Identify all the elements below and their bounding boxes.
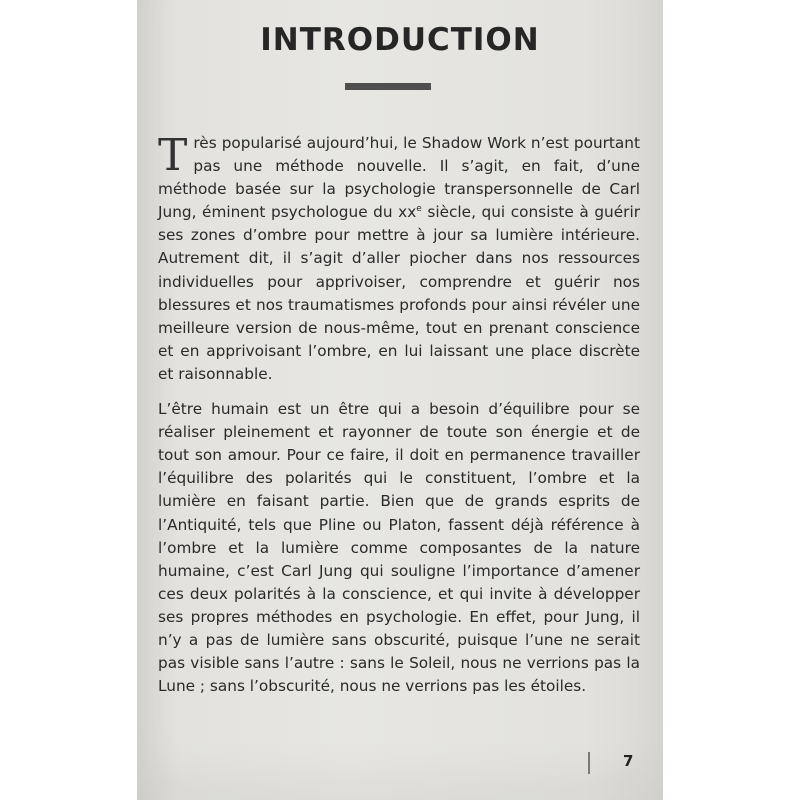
paragraph-1-text-end: siècle, qui consiste à guérir ses zones d’ombre pour mettre à jour sa lumière intérieure. Autrement dit, il s’agit d’aller piocher dans nos ressources individuelles pour apprivoiser, comprendre et guérir nos blessures et nos traumatismes profonds pour ainsi révéler une meilleure version de nous-même, tout en prenant conscience et en apprivoisant l’ombre, en lui laissant une place discrète et raisonnable.	[158, 203, 640, 383]
body-text	[158, 132, 640, 698]
page-title: INTRODUCTION	[260, 22, 540, 58]
paragraph-1-text-start: rès popularisé aujourd’hui, le Shadow Work n’est pourtant pas une méthode nouvelle. Il s’agit, en fait, d’une méthode basée sur la psychologie transpersonnelle de Carl Jung, éminent psychologue du xx	[158, 134, 640, 222]
paragraph-1	[158, 132, 640, 386]
footer-rule	[588, 752, 590, 774]
century-superscript: e	[416, 204, 422, 215]
page-number: 7	[623, 752, 634, 770]
drop-cap: T	[158, 130, 188, 181]
book-page	[137, 0, 663, 800]
title-underline	[345, 83, 431, 90]
paragraph-2: L’être humain est un être qui a besoin d’équilibre pour se réaliser pleinement et rayonner de toute son énergie et de tout son amour. Pour ce faire, il doit en permanence travailler l’équilibre des polarités qui le constituent, l’ombre et la lumière en faisant partie. Bien que de grands esprits de l’Antiquité, tels que Pline ou Platon, fassent déjà référence à l’ombre et la lumière comme composantes de la nature humaine, c’est Carl Jung qui souligne l’importance d’amener ces deux polarités à la conscience, et qui invite à développer ses propres méthodes en psychologie. En effet, pour Jung, il n’y a pas de lumière sans obscurité, puisque l’une ne serait pas visible sans l’autre : sans le Soleil, nous ne verrions pas la Lune ; sans l’obscurité, nous ne verrions pas les étoiles.	[158, 400, 640, 696]
